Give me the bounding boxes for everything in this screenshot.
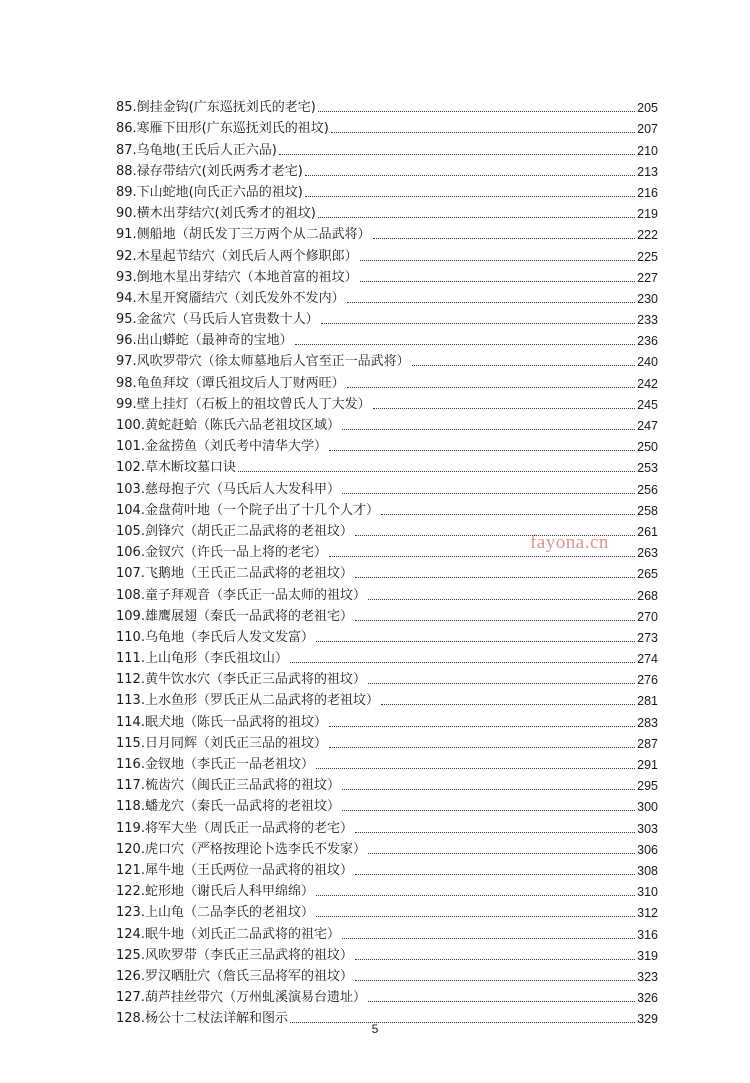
toc-entry-page: 303 bbox=[637, 821, 658, 836]
toc-entry-page: 287 bbox=[637, 736, 658, 751]
toc-entry-title: 89.下山蛇地(向氏正六品的祖坟) bbox=[116, 184, 303, 200]
toc-entry bbox=[116, 138, 658, 159]
toc-entry-title: 113.上水鱼形（罗氏正从二品武将的老祖坟） bbox=[116, 693, 379, 709]
toc-entry-page: 308 bbox=[637, 863, 658, 878]
toc-entry-page: 306 bbox=[637, 842, 658, 857]
toc-entry-title: 125.风吹罗带（李氏正三品武将的祖坟） bbox=[116, 947, 353, 963]
toc-entry-page: 222 bbox=[637, 228, 658, 243]
toc-entry-page: 310 bbox=[637, 885, 658, 900]
toc-entry-page: 242 bbox=[637, 376, 658, 391]
toc-entry-title: 96.出山蟒蛇（最神奇的宝地） bbox=[116, 333, 293, 349]
dot-leader bbox=[331, 132, 635, 133]
toc-entry-title: 99.壁上挂灯（石板上的祖坟曾氏人丁大发） bbox=[116, 396, 371, 412]
dot-leader bbox=[355, 620, 635, 621]
toc-entry bbox=[116, 393, 658, 414]
dot-leader bbox=[347, 302, 635, 303]
toc-entry-title: 90.横木出芽结穴(刘氏秀才的祖坟) bbox=[116, 206, 316, 222]
toc-entry-title: 111.上山龟形（李氏祖坟山） bbox=[116, 651, 288, 667]
toc-entry bbox=[116, 732, 658, 753]
watermark: fayona.cn bbox=[530, 532, 609, 553]
toc-entry bbox=[116, 287, 658, 308]
dot-leader bbox=[373, 408, 635, 409]
toc-entry-page: 263 bbox=[637, 546, 658, 561]
dot-leader bbox=[368, 683, 635, 684]
toc-entry-title: 88.禄存带结穴(刘氏两秀才老宅) bbox=[116, 163, 303, 179]
dot-leader bbox=[305, 175, 635, 176]
toc-entry-title: 107.飞鹅地（王氏正二品武将的老祖坟） bbox=[116, 566, 353, 582]
toc-entry-page: 205 bbox=[637, 101, 658, 116]
toc-entry-page: 261 bbox=[637, 524, 658, 539]
toc-entry-page: 281 bbox=[637, 694, 658, 709]
toc-entry bbox=[116, 414, 658, 435]
toc-entry-title: 109.雄鹰展翅（秦氏一品武将的老祖宅） bbox=[116, 608, 353, 624]
toc-entry-page: 216 bbox=[637, 185, 658, 200]
dot-leader bbox=[316, 916, 635, 917]
toc-entry bbox=[116, 986, 658, 1007]
toc-entry-page: 236 bbox=[637, 334, 658, 349]
toc-entry bbox=[116, 774, 658, 795]
toc-entry-page: 312 bbox=[637, 906, 658, 921]
dot-leader bbox=[279, 154, 635, 155]
dot-leader bbox=[342, 493, 635, 494]
toc-entry bbox=[116, 901, 658, 922]
toc-entry-page: 274 bbox=[637, 652, 658, 667]
dot-leader bbox=[238, 471, 635, 472]
toc-entry bbox=[116, 562, 658, 583]
dot-leader bbox=[412, 365, 635, 366]
dot-leader bbox=[342, 938, 635, 939]
toc-entry-title: 114.眠犬地（陈氏一品武将的祖坟） bbox=[116, 714, 327, 730]
toc-entry-title: 104.金盘荷叶地（一个院子出了十几个人才） bbox=[116, 502, 379, 518]
toc-entry bbox=[116, 647, 658, 668]
toc-entry bbox=[116, 371, 658, 392]
toc-entry-page: 253 bbox=[637, 461, 658, 476]
dot-leader bbox=[355, 832, 635, 833]
toc-entry-title: 128.杨公十二杖法详解和图示 bbox=[116, 1011, 288, 1027]
toc-entry-title: 108.童子拜观音（李氏正一品太师的祖坟） bbox=[116, 587, 366, 603]
toc-entry-title: 121.犀牛地（王氏两位一品武将的祖坟） bbox=[116, 862, 353, 878]
dot-leader bbox=[290, 662, 635, 663]
toc-entry bbox=[116, 710, 658, 731]
toc-entry-page: 225 bbox=[637, 249, 658, 264]
toc-entry-title: 103.慈母抱子穴（马氏后人大发科甲） bbox=[116, 481, 340, 497]
toc-entry bbox=[116, 181, 658, 202]
dot-leader bbox=[318, 111, 635, 112]
dot-leader bbox=[355, 980, 635, 981]
toc-entry-title: 93.倒地木星出芽结穴（本地首富的祖坟） bbox=[116, 269, 358, 285]
dot-leader bbox=[381, 704, 635, 705]
toc-entry-title: 115.日月同辉（刘氏正三品的祖坟） bbox=[116, 735, 327, 751]
toc-entry bbox=[116, 626, 658, 647]
toc-entry bbox=[116, 477, 658, 498]
toc-entry-page: 265 bbox=[637, 567, 658, 582]
toc-entry-page: 326 bbox=[637, 991, 658, 1006]
toc-entry-page: 247 bbox=[637, 419, 658, 433]
dot-leader bbox=[316, 768, 635, 769]
dot-leader bbox=[342, 429, 635, 430]
toc-entry bbox=[116, 689, 658, 710]
toc-entry bbox=[116, 96, 658, 117]
toc-entry-title: 105.剑锋穴（胡氏正二品武将的老祖坟） bbox=[116, 523, 353, 539]
toc-entry-title: 117.梳齿穴（闽氏正三品武将的祖坟） bbox=[116, 778, 340, 794]
toc-entry-page: 207 bbox=[637, 122, 658, 137]
toc-entry-title: 118.蟠龙穴（秦氏一品武将的老祖坟） bbox=[116, 799, 340, 815]
toc-entry-page: 258 bbox=[637, 503, 658, 518]
toc-entry bbox=[116, 605, 658, 626]
dot-leader bbox=[329, 450, 635, 451]
dot-leader bbox=[360, 281, 635, 282]
toc-entry-title: 94.木星开窝靥结穴（刘氏发外不发内） bbox=[116, 290, 345, 306]
toc-entry-title: 101.金盆捞鱼（刘氏考中清华大学） bbox=[116, 439, 327, 455]
dot-leader bbox=[342, 789, 635, 790]
dot-leader bbox=[318, 217, 635, 218]
toc-entry bbox=[116, 160, 658, 181]
toc-entry bbox=[116, 350, 658, 371]
toc-entry-title: 126.罗汉晒肚穴（詹氏三品将军的祖坟） bbox=[116, 968, 353, 984]
toc-entry bbox=[116, 838, 658, 859]
toc-entry-title: 87.乌龟地(王氏后人正六品) bbox=[116, 142, 277, 158]
toc-entry-title: 85.倒挂金钩(广东巡抚刘氏的老宅) bbox=[116, 100, 316, 116]
toc-entry-page: 273 bbox=[637, 630, 658, 645]
toc-entry-page: 295 bbox=[637, 779, 658, 794]
toc-entry bbox=[116, 329, 658, 350]
dot-leader bbox=[305, 196, 635, 197]
toc-entry-page: 276 bbox=[637, 673, 658, 688]
toc-entry-title: 122.蛇形地（谢氏后人科甲绵绵） bbox=[116, 884, 314, 900]
toc-entry bbox=[116, 668, 658, 689]
toc-entry-title: 123.上山龟（二品李氏的老祖坟） bbox=[116, 905, 314, 921]
toc-entry-page: 270 bbox=[637, 609, 658, 624]
toc-entry-page: 256 bbox=[637, 482, 658, 497]
toc-entry-title: 97.风吹罗带穴（徐太师墓地后人官至正一品武将） bbox=[116, 354, 410, 370]
toc-entry bbox=[116, 753, 658, 774]
toc-entry-page: 240 bbox=[637, 355, 658, 370]
dot-leader bbox=[368, 599, 635, 600]
dot-leader bbox=[368, 1001, 635, 1002]
toc-entry bbox=[116, 456, 658, 477]
dot-leader bbox=[373, 238, 635, 239]
dot-leader bbox=[295, 344, 635, 345]
dot-leader bbox=[381, 514, 635, 515]
toc-entry-title: 92.木星起节结穴（刘氏后人两个修职郎） bbox=[116, 248, 358, 264]
toc-entry-title: 116.金钗地（李氏正一品老祖坟） bbox=[116, 757, 314, 772]
toc-entry-page: 213 bbox=[637, 164, 658, 179]
table-of-contents bbox=[116, 96, 658, 1028]
toc-entry-title: 120.虎口穴（严格按理论卜选李氏不发家） bbox=[116, 841, 366, 857]
toc-entry bbox=[116, 308, 658, 329]
toc-entry-page: 291 bbox=[637, 758, 658, 772]
toc-entry-page: 210 bbox=[637, 143, 658, 158]
dot-leader bbox=[368, 853, 635, 854]
dot-leader bbox=[329, 726, 635, 727]
toc-entry-page: 250 bbox=[637, 440, 658, 455]
toc-entry-page: 300 bbox=[637, 800, 658, 815]
dot-leader bbox=[316, 895, 635, 896]
toc-entry bbox=[116, 859, 658, 880]
dot-leader bbox=[360, 260, 635, 261]
dot-leader bbox=[321, 323, 635, 324]
toc-entry-title: 119.将军大坐（周氏正一品武将的老宅） bbox=[116, 820, 353, 836]
toc-entry-page: 233 bbox=[637, 313, 658, 328]
toc-entry bbox=[116, 922, 658, 943]
dot-leader bbox=[329, 556, 635, 557]
toc-entry bbox=[116, 880, 658, 901]
toc-entry-title: 106.金钗穴（许氏一品上将的老宅） bbox=[116, 545, 327, 561]
dot-leader bbox=[329, 747, 635, 748]
toc-entry-title: 100.黄蛇赶蛤（陈氏六品老祖坟区域） bbox=[116, 418, 340, 433]
toc-entry-title: 91.侧船地（胡氏发丁三万两个从二品武将） bbox=[116, 227, 371, 243]
toc-entry-page: 316 bbox=[637, 927, 658, 942]
toc-entry bbox=[116, 223, 658, 244]
toc-entry bbox=[116, 435, 658, 456]
dot-leader bbox=[342, 810, 635, 811]
toc-entry-title: 102.草木断坟墓口诀 bbox=[116, 460, 236, 476]
dot-leader bbox=[355, 577, 635, 578]
toc-entry-page: 227 bbox=[637, 270, 658, 285]
toc-entry bbox=[116, 244, 658, 265]
dot-leader bbox=[355, 874, 635, 875]
toc-entry-title: 98.龟鱼拜坟（谭氏祖坟后人丁财两旺） bbox=[116, 375, 345, 391]
toc-entry bbox=[116, 499, 658, 520]
toc-entry-page: 323 bbox=[637, 969, 658, 984]
toc-entry-page: 329 bbox=[637, 1012, 658, 1027]
toc-entry bbox=[116, 117, 658, 138]
page-number: 5 bbox=[371, 1022, 379, 1036]
toc-entry-page: 283 bbox=[637, 715, 658, 730]
toc-entry bbox=[116, 944, 658, 965]
dot-leader bbox=[355, 959, 635, 960]
toc-entry-page: 230 bbox=[637, 291, 658, 306]
dot-leader bbox=[316, 641, 635, 642]
dot-leader bbox=[347, 387, 635, 388]
toc-entry-page: 268 bbox=[637, 588, 658, 603]
toc-entry bbox=[116, 816, 658, 837]
toc-entry-title: 112.黄牛饮水穴（李氏正三品武将的祖坟） bbox=[116, 672, 366, 688]
toc-entry-page: 245 bbox=[637, 397, 658, 412]
toc-entry bbox=[116, 965, 658, 986]
toc-entry-title: 124.眠牛地（刘氏正二品武将的祖宅） bbox=[116, 926, 340, 942]
toc-entry bbox=[116, 795, 658, 816]
toc-entry-page: 219 bbox=[637, 207, 658, 222]
toc-entry-title: 127.葫芦挂丝带穴（万州虬溪演易台遗址） bbox=[116, 990, 366, 1006]
toc-entry-title: 86.寒雁下田形(广东巡抚刘氏的祖坟) bbox=[116, 121, 329, 137]
toc-entry-page: 319 bbox=[637, 948, 658, 963]
toc-entry-title: 95.金盆穴（马氏后人官贵数十人） bbox=[116, 312, 319, 328]
toc-entry bbox=[116, 202, 658, 223]
toc-entry-title: 110.乌龟地（李氏后人发文发富） bbox=[116, 629, 314, 645]
toc-entry bbox=[116, 266, 658, 287]
toc-entry bbox=[116, 583, 658, 604]
